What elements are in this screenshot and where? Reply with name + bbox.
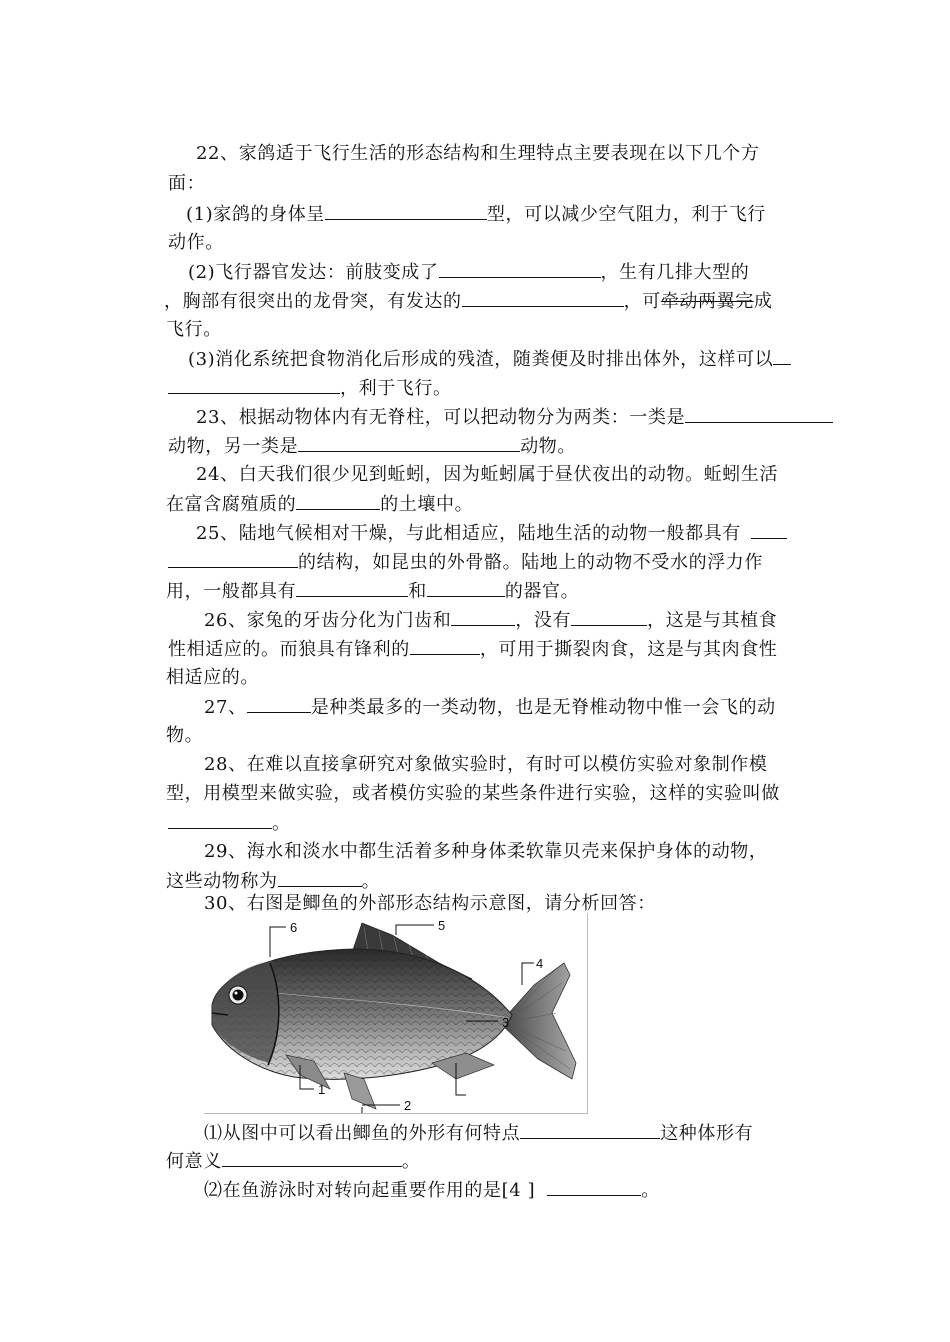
q22-part2-text-f: 成 xyxy=(753,291,773,312)
answer-blank[interactable] xyxy=(298,435,520,452)
q22-part2-line-2 xyxy=(164,290,772,313)
label-4: 4 xyxy=(536,956,544,971)
answer-blank[interactable] xyxy=(296,580,408,597)
q26-text-a: 26、家兔的牙齿分化为门齿和 xyxy=(204,610,452,631)
q22-part3-text-b: ，利于飞行。 xyxy=(340,378,452,399)
q22-part2-text-c: ，胸部有很突出的龙骨突，有发达的 xyxy=(164,291,462,312)
q24-line-1: 24、白天我们很少见到蚯蚓，因为蚯蚓属于昼伏夜出的动物。蚯蚓生活 xyxy=(196,464,779,485)
q24-line-2 xyxy=(166,493,473,516)
answer-blank[interactable] xyxy=(427,580,505,597)
q25-text-c: 用，一般都具有 xyxy=(166,581,297,602)
answer-blank[interactable] xyxy=(168,812,272,829)
q25-line-3 xyxy=(166,580,579,603)
q22-part1-text-a: (1)家鸽的身体呈 xyxy=(186,204,325,225)
answer-blank[interactable] xyxy=(168,551,298,568)
answer-blank[interactable] xyxy=(222,1150,402,1167)
q26-line-2 xyxy=(168,638,777,661)
q26-line-1 xyxy=(204,609,777,632)
q27-text-a: 27、 xyxy=(204,697,247,718)
answer-blank[interactable] xyxy=(325,203,487,220)
q23-text-b: 动物，另一类是 xyxy=(168,436,299,457)
q29-text-c: 。 xyxy=(361,871,381,892)
q23-text-c: 动物。 xyxy=(520,436,577,457)
q26-text-d: 性相适应的。而狼具有锋利的 xyxy=(168,639,410,660)
fish-figure xyxy=(204,913,588,1114)
answer-blank[interactable] xyxy=(247,696,311,713)
q30-sub1-line-1 xyxy=(204,1122,753,1145)
caudal-fin xyxy=(500,963,576,1079)
q27-line-2: 物。 xyxy=(166,725,204,746)
label-5: 5 xyxy=(438,918,446,933)
q22-part1-text-b: 型，可以减少空气阻力，利于飞行 xyxy=(486,204,766,225)
q22-part3-line xyxy=(188,348,791,371)
q23-text-a: 23、根据动物体内有无脊柱，可以把动物分为两类：一类是 xyxy=(196,407,686,428)
struck-text: 牵动两翼完 xyxy=(660,291,754,312)
answer-blank[interactable] xyxy=(520,1122,660,1139)
label-1: 1 xyxy=(318,1082,326,1097)
answer-blank[interactable] xyxy=(168,377,340,394)
q22-line-2: 面： xyxy=(168,173,206,194)
q22-line-1: 22、家鸽适于飞行生活的形态结构和生理特点主要表现在以下几个方 xyxy=(196,143,760,164)
q27-text-b: 是种类最多的一类动物，也是无脊椎动物中惟一会飞的动 xyxy=(310,697,776,718)
q24-text-b: 在富含腐殖质的 xyxy=(166,494,297,515)
q30-sub1-text-a: ⑴从图中可以看出鲫鱼的外形有何特点 xyxy=(204,1123,521,1144)
q22-part3-text-a: (3)消化系统把食物消化后形成的残渣，随粪便及时排出体外，这样可以 xyxy=(188,349,774,370)
answer-blank[interactable] xyxy=(439,261,601,278)
label-3: 3 xyxy=(502,1015,510,1030)
q27-line-1 xyxy=(204,696,776,719)
q30-sub1-text-d: 。 xyxy=(401,1151,421,1172)
q23-line-2 xyxy=(168,435,576,458)
q25-text-a: 25、陆地气候相对干燥，与此相适应，陆地生活的动物一般都具有 xyxy=(196,523,741,544)
q29-line-2 xyxy=(166,870,380,893)
q22-part2-line-3: 飞行。 xyxy=(166,319,222,340)
answer-blank[interactable] xyxy=(547,1179,641,1196)
head xyxy=(212,961,278,1063)
label-2: 2 xyxy=(404,1098,412,1113)
answer-blank[interactable] xyxy=(685,406,833,423)
q22-part2-text-d: ，可 xyxy=(623,291,661,312)
answer-blank[interactable] xyxy=(451,609,515,626)
q26-text-b: ，没有 xyxy=(515,610,572,631)
q28-line-2: 型，用模型来做实验，或者模仿实验的某些条件进行实验，这样的实验叫做 xyxy=(166,783,780,804)
q26-line-3: 相适应的。 xyxy=(166,667,259,688)
q26-text-c: ，这是与其植食 xyxy=(647,610,778,631)
crucian-carp-illustration xyxy=(204,913,587,1113)
q28-text-c: 。 xyxy=(272,813,291,834)
q30-sub2-line xyxy=(204,1179,660,1202)
answer-blank[interactable] xyxy=(278,870,362,887)
q22-part1-line-2: 动作。 xyxy=(168,232,224,253)
q29-text-b: 这些动物称为 xyxy=(166,871,278,892)
q30-line-1: 30、右图是鲫鱼的外部形态结构示意图，请分析回答： xyxy=(204,893,656,914)
answer-blank[interactable] xyxy=(296,493,380,510)
q30-sub2-text-a: ⑵在鱼游泳时对转向起重要作用的是[4 ] xyxy=(204,1180,536,1201)
q30-sub2-text-b: 。 xyxy=(641,1180,660,1201)
q24-text-c: 的土壤中。 xyxy=(380,494,474,515)
answer-blank[interactable] xyxy=(571,609,647,626)
answer-blank[interactable] xyxy=(462,290,624,307)
q22-part1-line xyxy=(186,203,766,226)
label-6: 6 xyxy=(290,920,298,935)
answer-blank[interactable] xyxy=(410,638,480,655)
q22-part2-text-a: (2)飞行器官发达：前肢变成了 xyxy=(188,262,439,283)
q25-line-1 xyxy=(196,522,787,545)
q28-line-3 xyxy=(168,812,291,835)
q22-part3-line-2 xyxy=(168,377,452,400)
answer-blank[interactable] xyxy=(751,522,787,539)
q22-part2-line xyxy=(188,261,749,284)
q23-line-1 xyxy=(196,406,833,429)
answer-blank[interactable] xyxy=(773,348,791,365)
q25-text-d: 和 xyxy=(408,581,427,602)
q30-sub1-line-2 xyxy=(166,1150,420,1173)
q25-line-2 xyxy=(168,551,763,574)
q29-line-1: 29、海水和淡水中都生活着多种身体柔软靠贝壳来保护身体的动物， xyxy=(204,841,768,862)
q30-sub1-text-c: 何意义 xyxy=(166,1151,222,1172)
q22-part2-text-b: ，生有几排大型的 xyxy=(600,262,750,283)
pelvic-fin xyxy=(344,1073,376,1109)
q28-line-1: 28、在难以直接拿研究对象做实验时，有时可以模仿实验对象制作模 xyxy=(204,754,768,775)
q25-text-e: 的器官。 xyxy=(504,581,580,602)
q25-text-b: 的结构，如昆虫的外骨骼。陆地上的动物不受水的浮力作 xyxy=(298,552,763,573)
q30-sub1-text-b: 这种体形有 xyxy=(660,1123,754,1144)
q26-text-e: ，可用于撕裂肉食，这是与其肉食性 xyxy=(479,639,778,660)
